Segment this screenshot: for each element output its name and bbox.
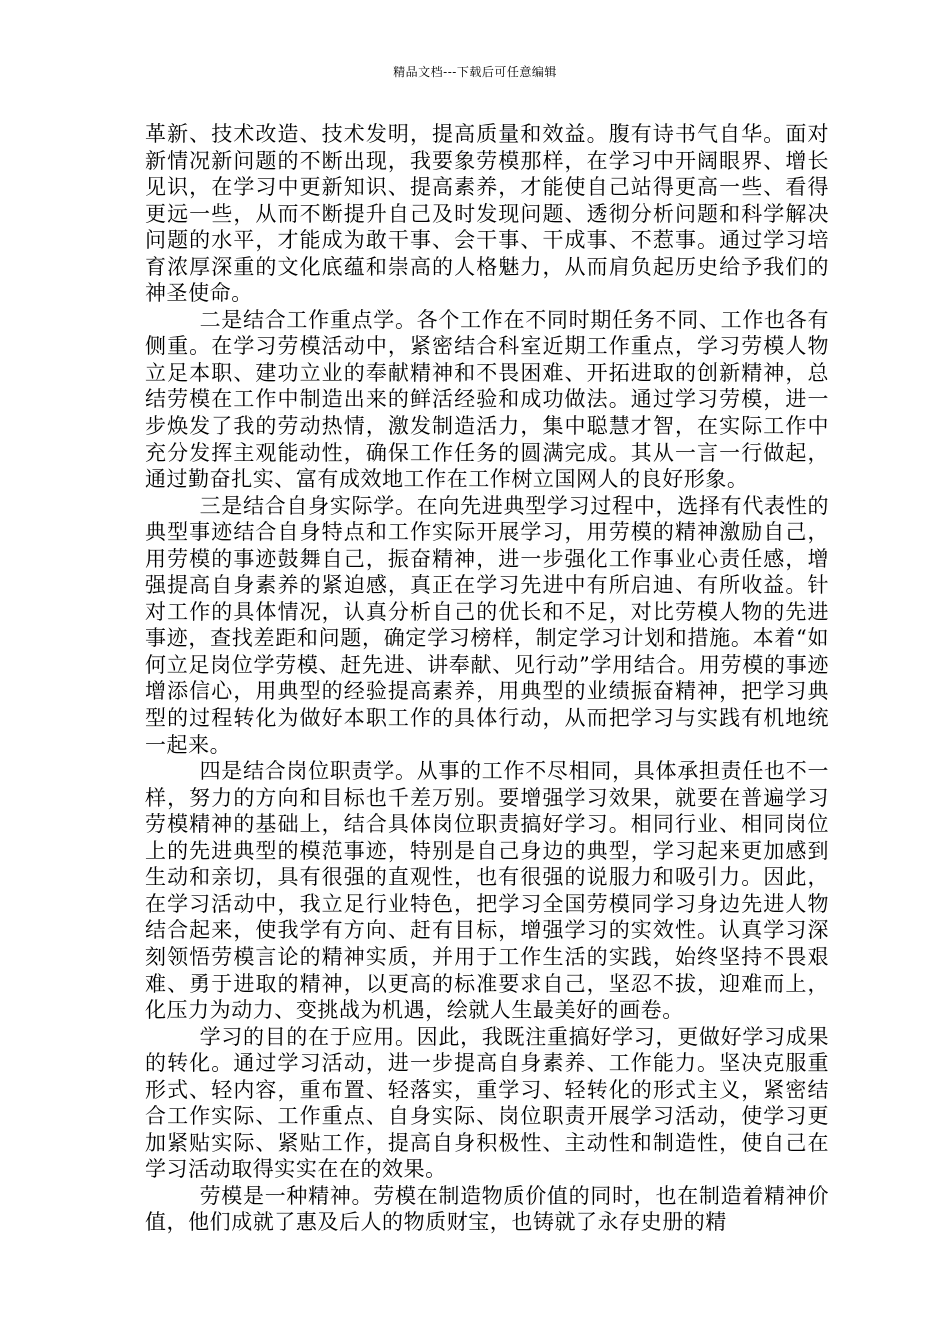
- paragraph-4: 四是结合岗位职责学。从事的工作不尽相同，具体承担责任也不一样，努力的方向和目标也千差万别。要增强学习效果，就要在普遍学习劳模精神的基础上，结合具体岗位职责搞好学习。相同行业、相同岗位上的先进典型的模范事迹，特别是自己身边的典型，学习起来更加感到生动和亲切，具有很强的直观性，也有很强的说服力和吸引力。因此，在学习活动中，我立足行业特色，把学习全国劳模同学习身边先进人物结合起来，使我学有方向、赶有目标，增强学习的实效性。认真学习深刻领悟劳模言论的精神实质，并用于工作生活的实践，始终坚持不畏艰难、勇于进取的精神，以更高的标准要求自己，坚忍不拔，迎难而上，化压力为动力、变挑战为机遇，绘就人生最美好的画卷。: [145, 759, 829, 1023]
- paragraph-1: 革新、技术改造、技术发明，提高质量和效益。腹有诗书气自华。面对新情况新问题的不断出现，我要象劳模那样，在学习中开阔眼界、增长见识，在学习中更新知识、提高素养，才能使自己站得更高一些、看得更远一些，从而不断提升自己及时发现问题、透彻分析问题和科学解决问题的水平，才能成为敢干事、会干事、干成事、不惹事。通过学习培育浓厚深重的文化底蕴和崇高的人格魅力，从而肩负起历史给予我们的神圣使命。: [145, 122, 829, 306]
- paragraph-5: 学习的目的在于应用。因此，我既注重搞好学习，更做好学习成果的转化。通过学习活动，进一步提高自身素养、工作能力。坚决克服重形式、轻内容，重布置、轻落实，重学习、轻转化的形式主义，紧密结合工作实际、工作重点、自身实际、岗位职责开展学习活动，使学习更加紧贴实际、紧贴工作，提高自身积极性、主动性和制造性，使自己在学习活动取得实实在在的效果。: [145, 1024, 829, 1182]
- document-body: [145, 121, 829, 1236]
- paragraph-3: 三是结合自身实际学。在向先进典型学习过程中，选择有代表性的典型事迹结合自身特点和工作实际开展学习，用劳模的精神激励自己，用劳模的事迹鼓舞自己，振奋精神，进一步强化工作事业心责任感，增强提高自身素养的紧迫感，真正在学习先进中有所启迪、有所收益。针对工作的具体情况，认真分析自己的优长和不足，对比劳模人物的先进事迹，查找差距和问题，确定学习榜样，制定学习计划和措施。本着“如何立足岗位学劳模、赶先进、讲奉献、见行动”学用结合。用劳模的事迹增添信心，用典型的经验提高素养，用典型的业绩振奋精神，把学习典型的过程转化为做好本职工作的具体行动，从而把学习与实践有机地统一起来。: [145, 493, 829, 757]
- paragraph-2: 二是结合工作重点学。各个工作在不同时期任务不同、工作也各有侧重。在学习劳模活动中，紧密结合科室近期工作重点，学习劳模人物立足本职、建功立业的奉献精神和不畏困难、开拓进取的创新精神，总结劳模在工作中制造出来的鲜活经验和成功做法。通过学习劳模，进一步焕发了我的劳动热情，激发制造活力，集中聪慧才智，在实际工作中充分发挥主观能动性，确保工作任务的圆满完成。其从一言一行做起，通过勤奋扎实、富有成效地工作在工作树立国网人的良好形象。: [145, 307, 829, 492]
- page-header: 精品文档---下载后可任意编辑: [393, 65, 557, 79]
- paragraph-6: 劳模是一种精神。劳模在制造物质价值的同时，也在制造着精神价值，他们成就了惠及后人的物质财宝，也铸就了永存史册的精: [145, 1183, 829, 1235]
